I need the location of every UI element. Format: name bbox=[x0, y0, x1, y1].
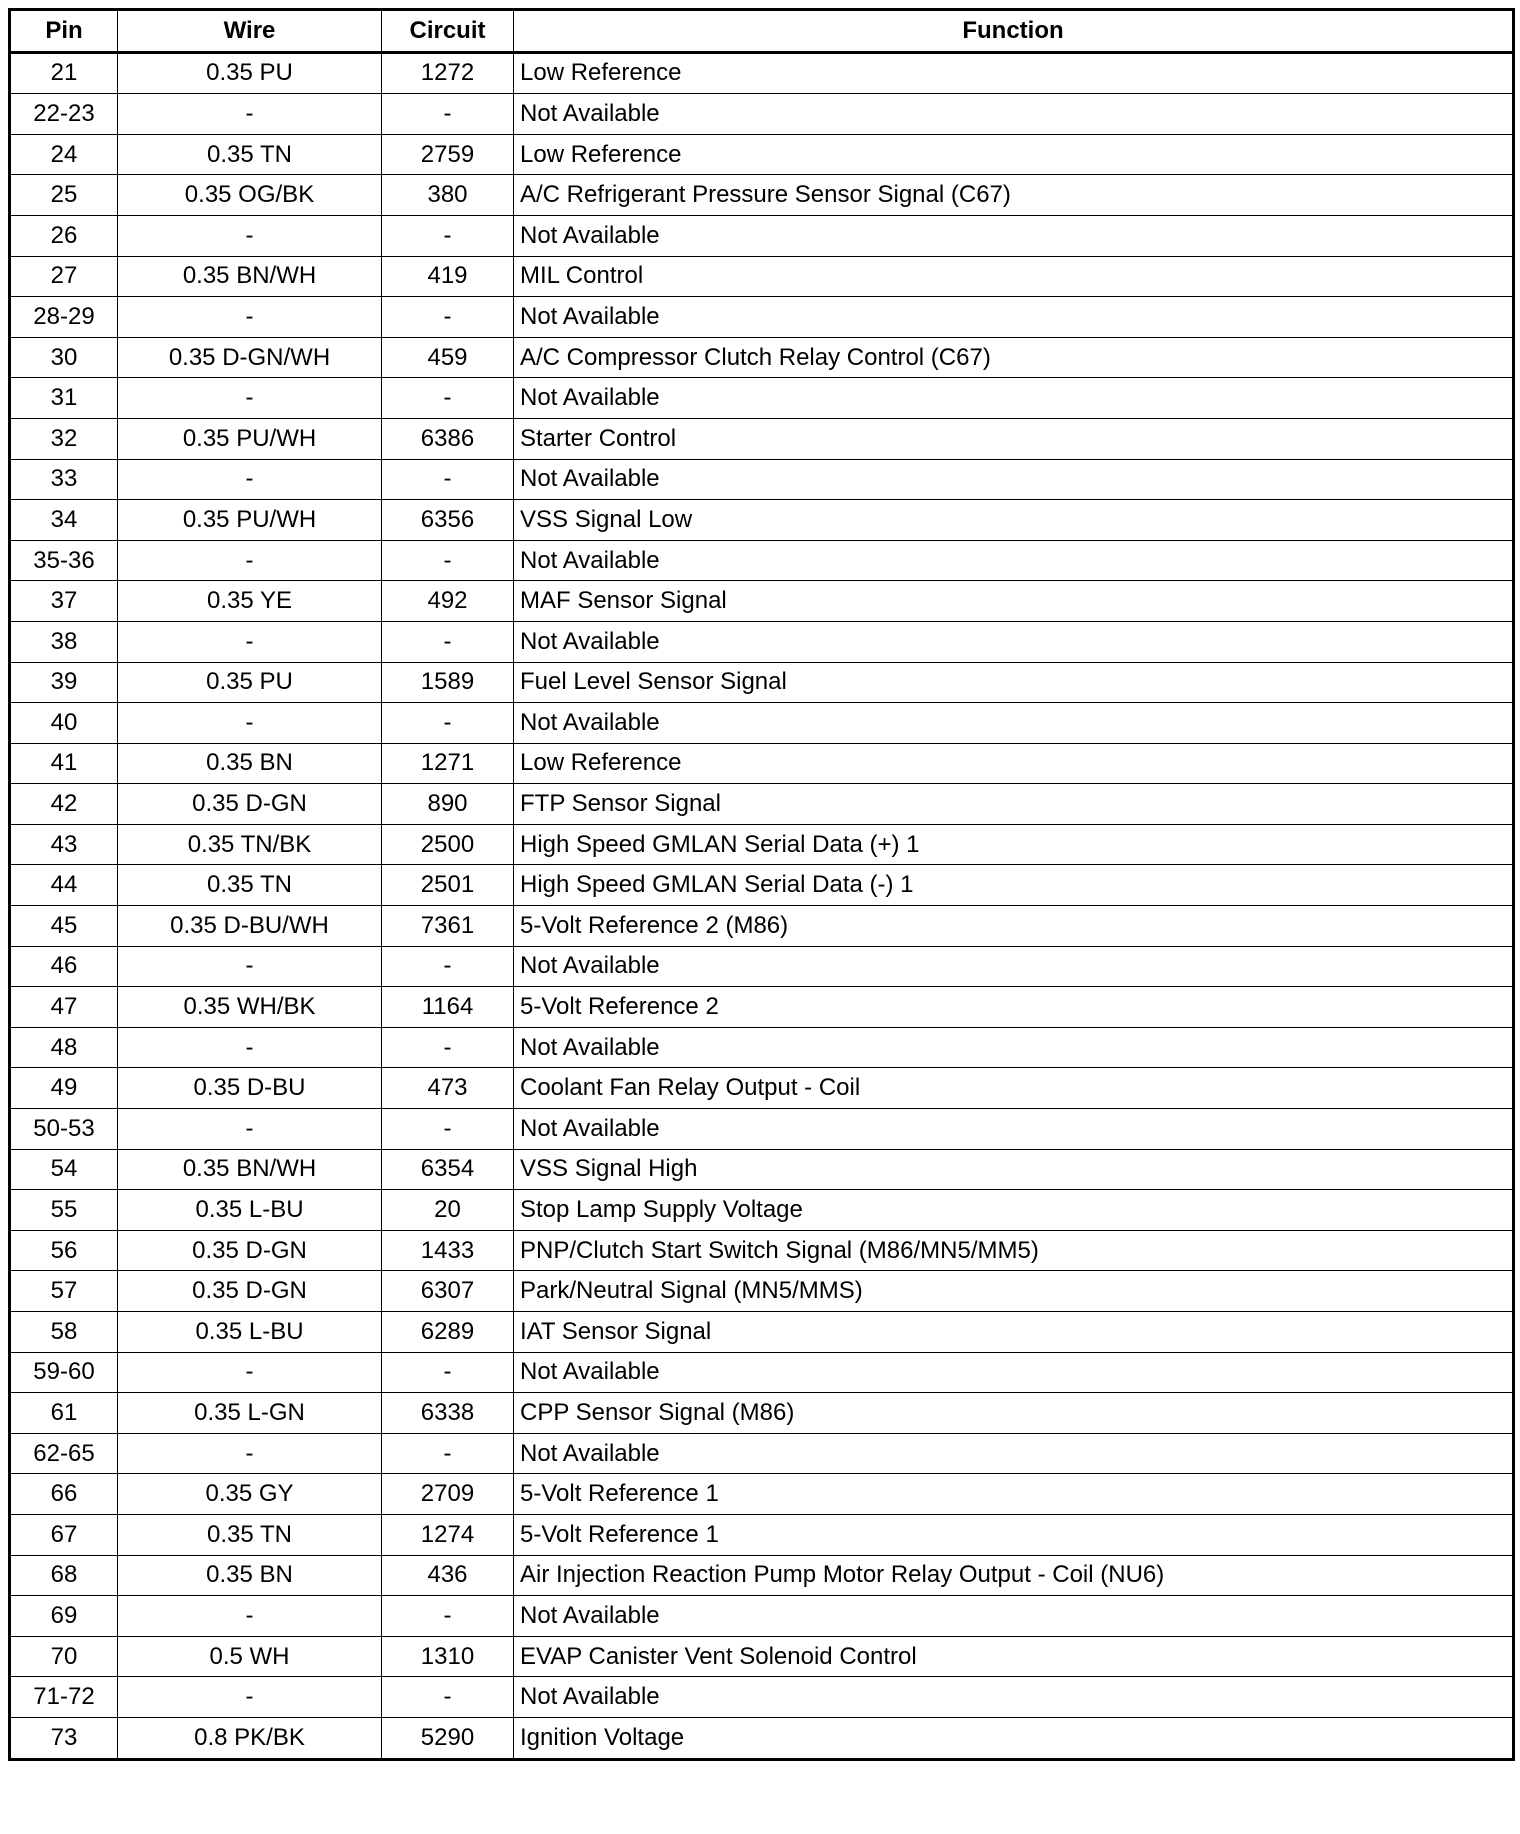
pin-cell: 61 bbox=[10, 1393, 118, 1434]
table-row bbox=[10, 987, 1514, 1028]
function-cell: Not Available bbox=[514, 297, 1514, 338]
function-cell: Park/Neutral Signal (MN5/MMS) bbox=[514, 1271, 1514, 1312]
table-row bbox=[10, 500, 1514, 541]
pin-cell: 25 bbox=[10, 175, 118, 216]
pin-cell: 50-53 bbox=[10, 1109, 118, 1150]
wire-cell: - bbox=[118, 1677, 382, 1718]
wire-cell: 0.35 PU/WH bbox=[118, 500, 382, 541]
pin-cell: 35-36 bbox=[10, 540, 118, 581]
function-cell: 5-Volt Reference 1 bbox=[514, 1514, 1514, 1555]
table-row bbox=[10, 418, 1514, 459]
pin-cell: 39 bbox=[10, 662, 118, 703]
function-cell: MIL Control bbox=[514, 256, 1514, 297]
function-cell: Low Reference bbox=[514, 743, 1514, 784]
header-row bbox=[10, 10, 1514, 53]
function-cell: Not Available bbox=[514, 94, 1514, 135]
circuit-cell: 6307 bbox=[382, 1271, 514, 1312]
wire-cell: 0.35 TN bbox=[118, 134, 382, 175]
pin-cell: 69 bbox=[10, 1596, 118, 1637]
circuit-cell: - bbox=[382, 946, 514, 987]
table-row bbox=[10, 256, 1514, 297]
pin-cell: 67 bbox=[10, 1514, 118, 1555]
circuit-cell: 6338 bbox=[382, 1393, 514, 1434]
wire-cell: 0.35 D-BU bbox=[118, 1068, 382, 1109]
function-cell: VSS Signal Low bbox=[514, 500, 1514, 541]
function-cell: Not Available bbox=[514, 1352, 1514, 1393]
function-cell: Starter Control bbox=[514, 418, 1514, 459]
pin-cell: 47 bbox=[10, 987, 118, 1028]
table-row bbox=[10, 906, 1514, 947]
pin-cell: 68 bbox=[10, 1555, 118, 1596]
table-header bbox=[10, 10, 1514, 53]
circuit-cell: 20 bbox=[382, 1190, 514, 1231]
wire-cell: 0.35 PU/WH bbox=[118, 418, 382, 459]
circuit-cell: 6386 bbox=[382, 418, 514, 459]
circuit-cell: - bbox=[382, 1433, 514, 1474]
wire-cell: 0.35 BN bbox=[118, 1555, 382, 1596]
table-row bbox=[10, 175, 1514, 216]
table-row bbox=[10, 784, 1514, 825]
circuit-cell: 2759 bbox=[382, 134, 514, 175]
function-cell: Not Available bbox=[514, 621, 1514, 662]
wire-cell: 0.35 BN/WH bbox=[118, 256, 382, 297]
pin-cell: 32 bbox=[10, 418, 118, 459]
circuit-cell: 890 bbox=[382, 784, 514, 825]
function-cell: Not Available bbox=[514, 540, 1514, 581]
table-row bbox=[10, 297, 1514, 338]
circuit-cell: 419 bbox=[382, 256, 514, 297]
table-body bbox=[10, 52, 1514, 1759]
pin-cell: 21 bbox=[10, 52, 118, 94]
wire-cell: - bbox=[118, 1433, 382, 1474]
wire-cell: 0.35 PU bbox=[118, 662, 382, 703]
wire-cell: 0.35 D-BU/WH bbox=[118, 906, 382, 947]
wire-cell: 0.35 WH/BK bbox=[118, 987, 382, 1028]
circuit-cell: 380 bbox=[382, 175, 514, 216]
function-cell: Not Available bbox=[514, 1596, 1514, 1637]
function-cell: Ignition Voltage bbox=[514, 1717, 1514, 1759]
table-row bbox=[10, 865, 1514, 906]
circuit-cell: - bbox=[382, 1596, 514, 1637]
pin-cell: 70 bbox=[10, 1636, 118, 1677]
circuit-cell: 459 bbox=[382, 337, 514, 378]
function-cell: Not Available bbox=[514, 1433, 1514, 1474]
pin-cell: 27 bbox=[10, 256, 118, 297]
table-row bbox=[10, 1474, 1514, 1515]
pin-cell: 48 bbox=[10, 1027, 118, 1068]
wire-cell: - bbox=[118, 1352, 382, 1393]
table-row bbox=[10, 1271, 1514, 1312]
pin-cell: 34 bbox=[10, 500, 118, 541]
wire-cell: - bbox=[118, 378, 382, 419]
pin-cell: 43 bbox=[10, 824, 118, 865]
pin-cell: 59-60 bbox=[10, 1352, 118, 1393]
table-row bbox=[10, 824, 1514, 865]
table-row bbox=[10, 621, 1514, 662]
circuit-cell: - bbox=[382, 540, 514, 581]
pin-cell: 71-72 bbox=[10, 1677, 118, 1718]
circuit-cell: 6354 bbox=[382, 1149, 514, 1190]
function-cell: Stop Lamp Supply Voltage bbox=[514, 1190, 1514, 1231]
wire-cell: - bbox=[118, 215, 382, 256]
table-row bbox=[10, 946, 1514, 987]
table-row bbox=[10, 1393, 1514, 1434]
function-cell: Not Available bbox=[514, 946, 1514, 987]
pin-cell: 31 bbox=[10, 378, 118, 419]
table-row bbox=[10, 662, 1514, 703]
pin-cell: 46 bbox=[10, 946, 118, 987]
circuit-cell: - bbox=[382, 378, 514, 419]
wire-cell: - bbox=[118, 1027, 382, 1068]
table-row bbox=[10, 1555, 1514, 1596]
circuit-cell: - bbox=[382, 1677, 514, 1718]
circuit-cell: 5290 bbox=[382, 1717, 514, 1759]
circuit-cell: 2709 bbox=[382, 1474, 514, 1515]
wire-cell: - bbox=[118, 94, 382, 135]
pin-cell: 66 bbox=[10, 1474, 118, 1515]
function-cell: IAT Sensor Signal bbox=[514, 1312, 1514, 1353]
table-row bbox=[10, 743, 1514, 784]
function-cell: Not Available bbox=[514, 703, 1514, 744]
table-row bbox=[10, 1027, 1514, 1068]
wire-cell: 0.35 TN bbox=[118, 1514, 382, 1555]
table-row bbox=[10, 703, 1514, 744]
wire-cell: 0.35 PU bbox=[118, 52, 382, 94]
pin-cell: 54 bbox=[10, 1149, 118, 1190]
wire-cell: 0.35 BN/WH bbox=[118, 1149, 382, 1190]
function-cell: 5-Volt Reference 2 bbox=[514, 987, 1514, 1028]
pin-cell: 42 bbox=[10, 784, 118, 825]
wire-cell: 0.35 D-GN/WH bbox=[118, 337, 382, 378]
wire-cell: 0.35 YE bbox=[118, 581, 382, 622]
wire-cell: 0.35 L-BU bbox=[118, 1312, 382, 1353]
table-row bbox=[10, 1717, 1514, 1759]
pin-cell: 49 bbox=[10, 1068, 118, 1109]
table-row bbox=[10, 1433, 1514, 1474]
wire-cell: 0.35 L-BU bbox=[118, 1190, 382, 1231]
function-cell: Not Available bbox=[514, 1109, 1514, 1150]
function-cell: Low Reference bbox=[514, 52, 1514, 94]
table-row bbox=[10, 1068, 1514, 1109]
circuit-cell: 1274 bbox=[382, 1514, 514, 1555]
wire-cell: 0.35 OG/BK bbox=[118, 175, 382, 216]
function-cell: 5-Volt Reference 2 (M86) bbox=[514, 906, 1514, 947]
pin-cell: 28-29 bbox=[10, 297, 118, 338]
function-cell: EVAP Canister Vent Solenoid Control bbox=[514, 1636, 1514, 1677]
wire-cell: 0.35 L-GN bbox=[118, 1393, 382, 1434]
wire-cell: 0.35 GY bbox=[118, 1474, 382, 1515]
table-row bbox=[10, 52, 1514, 94]
wire-cell: 0.35 BN bbox=[118, 743, 382, 784]
function-cell: FTP Sensor Signal bbox=[514, 784, 1514, 825]
header-function: Function bbox=[514, 10, 1514, 53]
pin-cell: 58 bbox=[10, 1312, 118, 1353]
pin-cell: 38 bbox=[10, 621, 118, 662]
wire-cell: - bbox=[118, 297, 382, 338]
circuit-cell: 2500 bbox=[382, 824, 514, 865]
circuit-cell: 1589 bbox=[382, 662, 514, 703]
table-row bbox=[10, 378, 1514, 419]
pin-cell: 45 bbox=[10, 906, 118, 947]
table-row bbox=[10, 581, 1514, 622]
wire-cell: 0.35 D-GN bbox=[118, 1271, 382, 1312]
circuit-cell: - bbox=[382, 297, 514, 338]
wire-cell: - bbox=[118, 1109, 382, 1150]
wire-cell: 0.35 D-GN bbox=[118, 1230, 382, 1271]
circuit-cell: 7361 bbox=[382, 906, 514, 947]
table-row bbox=[10, 1109, 1514, 1150]
wire-cell: - bbox=[118, 621, 382, 662]
circuit-cell: - bbox=[382, 94, 514, 135]
pin-cell: 41 bbox=[10, 743, 118, 784]
table-row bbox=[10, 1190, 1514, 1231]
table-row bbox=[10, 1596, 1514, 1637]
function-cell: High Speed GMLAN Serial Data (+) 1 bbox=[514, 824, 1514, 865]
pin-cell: 55 bbox=[10, 1190, 118, 1231]
circuit-cell: 1310 bbox=[382, 1636, 514, 1677]
wire-cell: 0.35 TN/BK bbox=[118, 824, 382, 865]
function-cell: Air Injection Reaction Pump Motor Relay Output - Coil (NU6) bbox=[514, 1555, 1514, 1596]
pin-cell: 44 bbox=[10, 865, 118, 906]
function-cell: High Speed GMLAN Serial Data (-) 1 bbox=[514, 865, 1514, 906]
header-circuit: Circuit bbox=[382, 10, 514, 53]
function-cell: Not Available bbox=[514, 1677, 1514, 1718]
table-row bbox=[10, 1636, 1514, 1677]
function-cell: A/C Refrigerant Pressure Sensor Signal (C67) bbox=[514, 175, 1514, 216]
function-cell: PNP/Clutch Start Switch Signal (M86/MN5/MM5) bbox=[514, 1230, 1514, 1271]
function-cell: Coolant Fan Relay Output - Coil bbox=[514, 1068, 1514, 1109]
header-pin: Pin bbox=[10, 10, 118, 53]
circuit-cell: 492 bbox=[382, 581, 514, 622]
pin-cell: 57 bbox=[10, 1271, 118, 1312]
circuit-cell: 1271 bbox=[382, 743, 514, 784]
function-cell: 5-Volt Reference 1 bbox=[514, 1474, 1514, 1515]
pinout-sheet bbox=[8, 8, 1512, 1761]
circuit-cell: - bbox=[382, 703, 514, 744]
circuit-cell: 1433 bbox=[382, 1230, 514, 1271]
wire-cell: - bbox=[118, 540, 382, 581]
header-wire: Wire bbox=[118, 10, 382, 53]
pin-cell: 40 bbox=[10, 703, 118, 744]
circuit-cell: - bbox=[382, 459, 514, 500]
pin-cell: 26 bbox=[10, 215, 118, 256]
table-row bbox=[10, 459, 1514, 500]
table-row bbox=[10, 94, 1514, 135]
wire-cell: - bbox=[118, 946, 382, 987]
circuit-cell: - bbox=[382, 215, 514, 256]
circuit-cell: 473 bbox=[382, 1068, 514, 1109]
pin-cell: 33 bbox=[10, 459, 118, 500]
circuit-cell: 6356 bbox=[382, 500, 514, 541]
circuit-cell: 6289 bbox=[382, 1312, 514, 1353]
function-cell: Not Available bbox=[514, 378, 1514, 419]
circuit-cell: - bbox=[382, 1027, 514, 1068]
table-row bbox=[10, 1230, 1514, 1271]
function-cell: CPP Sensor Signal (M86) bbox=[514, 1393, 1514, 1434]
wire-cell: 0.35 TN bbox=[118, 865, 382, 906]
circuit-cell: 1164 bbox=[382, 987, 514, 1028]
table-row bbox=[10, 1514, 1514, 1555]
table-row bbox=[10, 1149, 1514, 1190]
table-row bbox=[10, 215, 1514, 256]
circuit-cell: 2501 bbox=[382, 865, 514, 906]
pin-cell: 73 bbox=[10, 1717, 118, 1759]
table-row bbox=[10, 134, 1514, 175]
function-cell: Fuel Level Sensor Signal bbox=[514, 662, 1514, 703]
circuit-cell: - bbox=[382, 1352, 514, 1393]
function-cell: Not Available bbox=[514, 459, 1514, 500]
wire-cell: 0.8 PK/BK bbox=[118, 1717, 382, 1759]
circuit-cell: - bbox=[382, 621, 514, 662]
pin-cell: 56 bbox=[10, 1230, 118, 1271]
pin-cell: 30 bbox=[10, 337, 118, 378]
wire-cell: 0.35 D-GN bbox=[118, 784, 382, 825]
wire-cell: - bbox=[118, 459, 382, 500]
table-row bbox=[10, 1352, 1514, 1393]
wire-cell: 0.5 WH bbox=[118, 1636, 382, 1677]
table-row bbox=[10, 1677, 1514, 1718]
function-cell: A/C Compressor Clutch Relay Control (C67) bbox=[514, 337, 1514, 378]
function-cell: Not Available bbox=[514, 215, 1514, 256]
pin-cell: 24 bbox=[10, 134, 118, 175]
function-cell: Low Reference bbox=[514, 134, 1514, 175]
table-row bbox=[10, 1312, 1514, 1353]
pinout-table bbox=[8, 8, 1515, 1761]
function-cell: MAF Sensor Signal bbox=[514, 581, 1514, 622]
table-row bbox=[10, 337, 1514, 378]
wire-cell: - bbox=[118, 703, 382, 744]
table-row bbox=[10, 540, 1514, 581]
pin-cell: 62-65 bbox=[10, 1433, 118, 1474]
wire-cell: - bbox=[118, 1596, 382, 1637]
pin-cell: 22-23 bbox=[10, 94, 118, 135]
circuit-cell: 1272 bbox=[382, 52, 514, 94]
circuit-cell: - bbox=[382, 1109, 514, 1150]
pin-cell: 37 bbox=[10, 581, 118, 622]
function-cell: Not Available bbox=[514, 1027, 1514, 1068]
circuit-cell: 436 bbox=[382, 1555, 514, 1596]
function-cell: VSS Signal High bbox=[514, 1149, 1514, 1190]
